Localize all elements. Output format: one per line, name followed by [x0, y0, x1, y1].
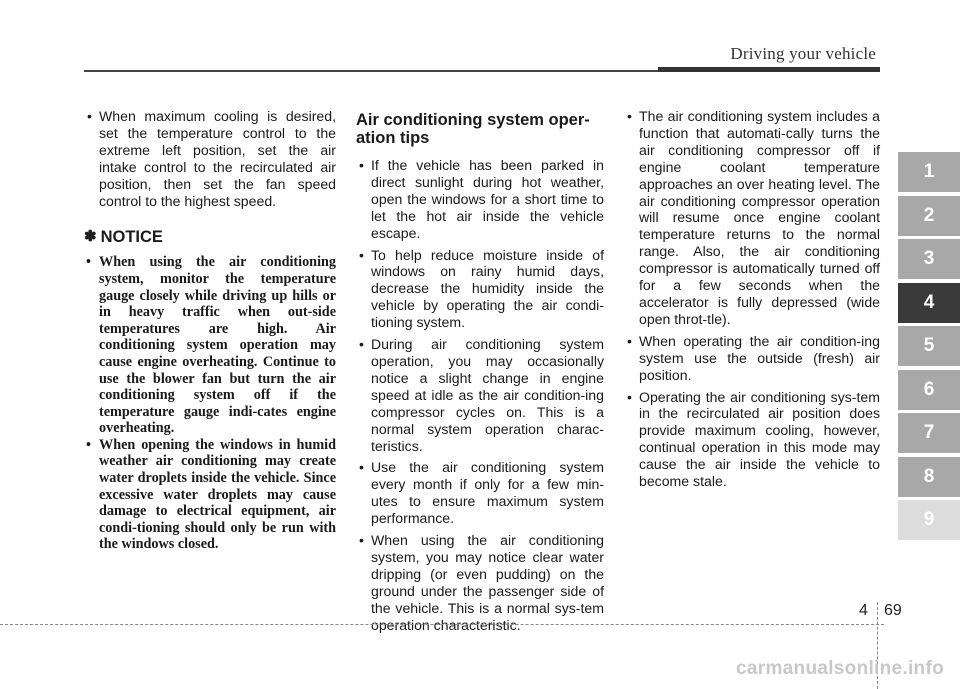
footer-rule: [0, 624, 884, 625]
col1-bullet-list: [84, 108, 336, 209]
notice-heading: [84, 229, 336, 246]
col3-bullet-list: [624, 108, 880, 490]
chapter-tab-2[interactable]: 2: [898, 196, 960, 236]
column-1: [84, 108, 336, 553]
chapter-tab-1[interactable]: 1: [898, 152, 960, 192]
notice-heading-label: NOTICE: [100, 228, 163, 247]
column-2: [356, 108, 604, 638]
chapter-tab-6[interactable]: 6: [898, 370, 960, 410]
chapter-tab-7[interactable]: 7: [898, 413, 960, 453]
col1-bullet-0: • When maximum cooling is desired, set the temperature control to the extreme left position, set the air intake control to the recirculated air position, then set the fan speed control to the highest speed.: [84, 108, 336, 209]
page-number: 69: [884, 602, 902, 619]
chapter-number: 4: [859, 602, 868, 619]
col2-bullet-0: • If the vehicle has been parked in direct sunlight during hot weather, open the windows for a short time to let the hot air inside the vehicle escape.: [356, 157, 604, 242]
col2-bullet-4: • When using the air conditioning system, you may notice clear water dripping (or even pudding) on the ground under the passenger side of the vehicle. This is a normal sys-tem operation characteristic.: [356, 532, 604, 633]
col2-bullet-list: [356, 157, 604, 633]
asterisk-icon: ✽: [84, 228, 97, 246]
notice-item-1: • When opening the windows in humid weather air conditioning may create water droplets inside the vehicle. Since excessive water droplets may cause damage to electrical equipment, air condi-tioning should only be run with the windows closed.: [84, 437, 336, 553]
chapter-tab-4[interactable]: 4: [898, 283, 960, 323]
header-rule-accent: [658, 67, 880, 72]
notice-list: [84, 254, 336, 553]
section-heading: Air conditioning system oper-ation tips: [356, 111, 590, 147]
column-3: [624, 108, 880, 495]
col3-bullet-1: • When operating the air condition-ing system use the outside (fresh) air position.: [624, 333, 880, 384]
col3-bullet-2: • Operating the air conditioning sys-tem in the recirculated air position does provide maximum cooling, however, continual operation in this mode may cause the air inside the vehicle to become stale.: [624, 389, 880, 490]
col3-bullet-0: • The air conditioning system includes a function that automati-cally turns the air conditioning compressor off if engine coolant temperature approaches an over heating level. The air conditioning compressor operation will resume once engine coolant temperature returns to the normal range. Also, the air conditioning compressor is automatically turned off for a few seconds when the accelerator is fully depressed (wide open throt-tle).: [624, 108, 880, 328]
chapter-tabs: [898, 152, 960, 544]
watermark: carmanualsonline.info: [736, 658, 944, 679]
notice-item-0: • When using the air conditioning system, monitor the temperature gauge closely while driving up hills or in heavy traffic when out-side temperatures are high. Air conditioning system operation may cause engine overheating. Continue to use the blower fan but turn the air conditioning system off if the temperature gauge indi-cates engine overheating.: [84, 254, 336, 437]
chapter-tab-3[interactable]: 3: [898, 239, 960, 279]
col2-bullet-3: • Use the air conditioning system every month if only for a few min-utes to ensure maximum system performance.: [356, 459, 604, 527]
col2-bullet-2: • During air conditioning system operation, you may occasionally notice a slight change in engine speed at idle as the air condition-ing compressor cycles on. This is a normal system operation charac-teristics.: [356, 336, 604, 454]
chapter-tab-9[interactable]: 9: [898, 500, 960, 540]
col2-bullet-1: • To help reduce moisture inside of windows on rainy humid days, decrease the humidity inside the vehicle by operating the air condi-tioning system.: [356, 247, 604, 332]
chapter-tab-5[interactable]: 5: [898, 326, 960, 366]
chapter-tab-8[interactable]: 8: [898, 457, 960, 497]
header-title: Driving your vehicle: [730, 44, 876, 63]
